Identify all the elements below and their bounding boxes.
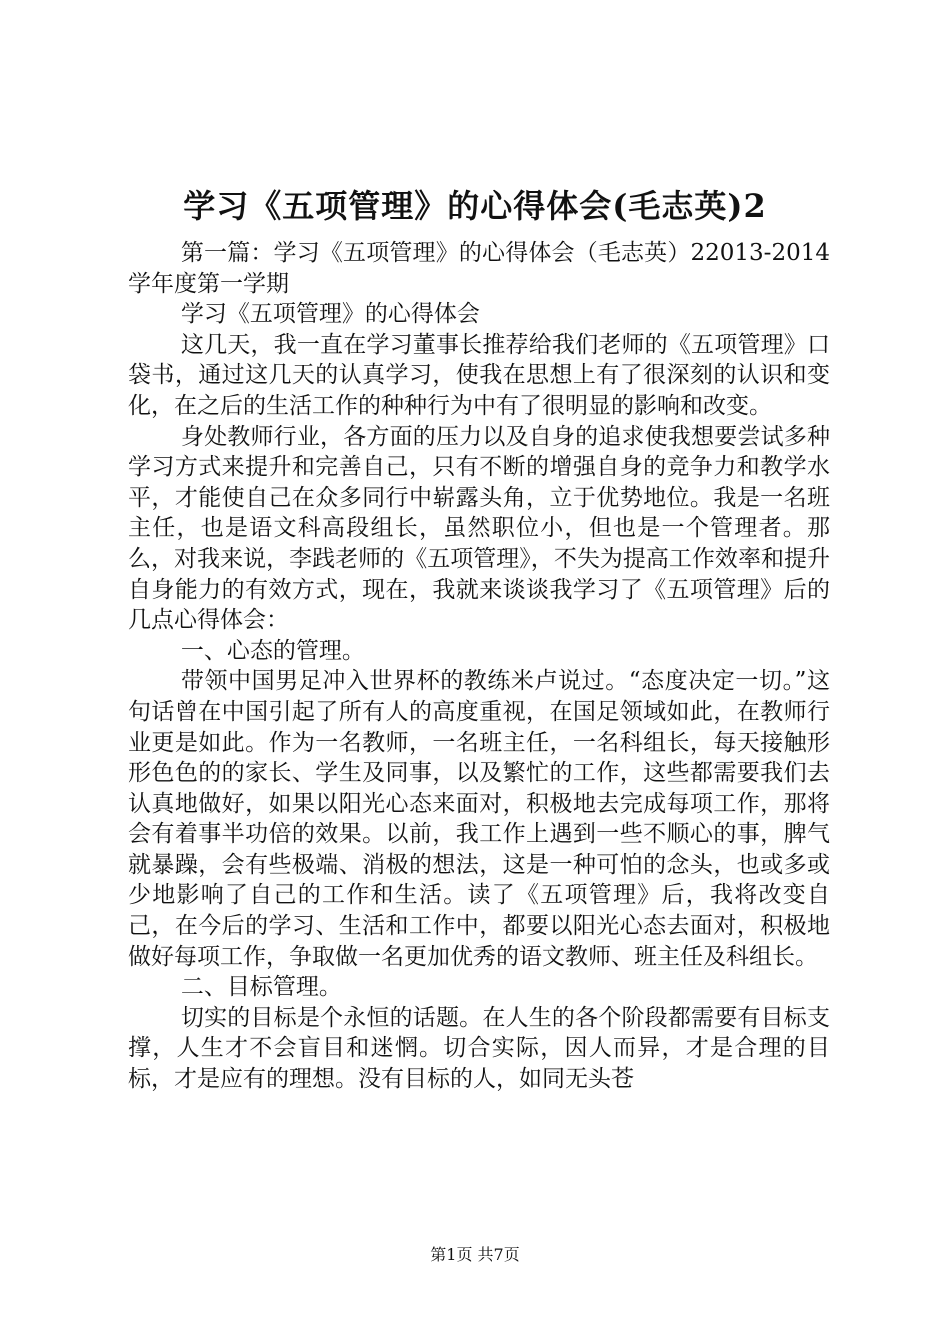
document-body xyxy=(128,238,830,1095)
section-heading-mindset: 一、心态的管理。 xyxy=(180,637,365,664)
paragraph-intro: 这几天，我一直在学习董事长推荐给我们老师的《五项管理》口袋书，通过这几天的认真学习，使我在思想上有了很深刻的认识和变化，在之后的生活工作的种种行为中有了很明显的影响和改变。 xyxy=(128,331,830,419)
paragraph-heading-first: 第一篇：学习《五项管理》的心得体会（毛志英）22013-2014学年度第一学期 xyxy=(128,240,830,297)
section-heading-goals: 二、目标管理。 xyxy=(180,974,342,1001)
paragraph-goals: 切实的目标是个永恒的话题。在人生的各个阶段都需要有目标支撑，人生才不会盲目和迷惘。切合实际，因人而异，才是合理的目标，才是应有的理想。没有目标的人，如同无头苍 xyxy=(128,1004,830,1093)
paragraph-background: 身处教师行业，各方面的压力以及自身的追求使我想要尝试多种学习方式来提升和完善自己，只有不断的增强自身的竞争力和教学水平，才能使自己在众多同行中崭露头角，立于优势地位。我是一名班主任，也是语文科高段组长，虽然职位小，但也是一个管理者。那么，对我来说，李践老师的《五项管理》，不失为提高工作效率和提升自身能力的有效方式，现在，我就来谈谈我学习了《五项管理》后的几点心得体会： xyxy=(128,423,830,634)
paragraph-mindset: 带领中国男足冲入世界杯的教练米卢说过。“态度决定一切。”这句话曾在中国引起了所有人的高度重视，在国足领域如此，在教师行业更是如此。作为一名教师，一名班主任，一名科组长，每天接触形形色色的的家长、学生及同事，以及繁忙的工作，这些都需要我们去认真地做好，如果以阳光心态来面对，积极地去完成每项工作，那将会有着事半功倍的效果。以前，我工作上遇到一些不顺心的事，脾气就暴躁，会有些极端、消极的想法，这是一种可怕的念头，也或多或少地影响了自己的工作和生活。读了《五项管理》后，我将改变自己，在今后的学习、生活和工作中，都要以阳光心态去面对，积极地做好每项工作，争取做一名更加优秀的语文教师、班主任及科组长。 xyxy=(128,668,830,970)
page-footer: 第1页 共7页 xyxy=(430,1245,520,1264)
paragraph-subtitle: 学习《五项管理》的心得体会 xyxy=(180,301,480,328)
document-title: 学习《五项管理》的心得体会(毛志英)2 xyxy=(183,187,767,225)
